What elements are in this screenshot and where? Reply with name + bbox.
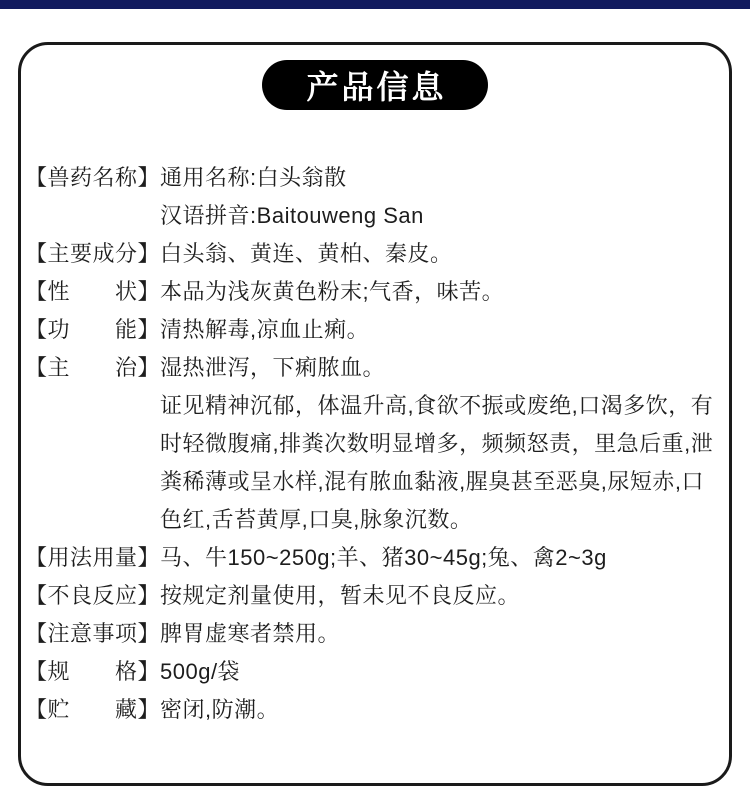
- bracket-open: 【: [25, 317, 48, 342]
- field-value-line: 按规定剂量使用，暂未见不良反应。: [160, 583, 521, 608]
- bracket-close: 】: [137, 165, 161, 190]
- row-indications: [25, 349, 723, 539]
- row-precautions: [25, 615, 723, 653]
- field-label: [25, 577, 160, 615]
- field-value: [160, 539, 723, 577]
- bracket-open: 【: [25, 241, 48, 266]
- bracket-open: 【: [25, 355, 48, 380]
- field-value-line: 证见精神沉郁，体温升高,食欲不振或废绝,口渴多饮，有时轻微腹痛,排粪次数明显增多，频频怒责，里急后重,泄粪稀薄或呈水样,混有脓血黏液,腥臭甚至恶臭,尿短赤,口色红,舌苔黄厚,口臭,脉象沉数。: [160, 393, 714, 532]
- row-storage: [25, 691, 723, 729]
- top-accent-bar: [0, 0, 750, 9]
- field-label: [25, 691, 160, 729]
- field-label-text: 性 状: [47, 279, 138, 304]
- section-title: 产品信息: [306, 69, 447, 105]
- field-value: [160, 311, 723, 349]
- bracket-open: 【: [25, 697, 48, 722]
- product-info-panel: [18, 42, 732, 786]
- field-label-text: 贮 藏: [47, 697, 138, 722]
- field-label-text: 主 治: [47, 355, 138, 380]
- field-value-line: 湿热泄泻，下痢脓血。: [160, 355, 386, 380]
- field-label: [25, 615, 160, 653]
- field-label-text: 兽药名称: [47, 165, 138, 190]
- bracket-open: 【: [25, 621, 48, 646]
- bracket-close: 】: [137, 241, 161, 266]
- field-value-line: 通用名称:白头翁散: [160, 165, 347, 190]
- bracket-close: 】: [137, 279, 160, 304]
- row-drug-name: [25, 159, 723, 235]
- bracket-open: 【: [25, 545, 48, 570]
- field-value: [160, 273, 723, 311]
- field-value-line: 500g/袋: [160, 659, 241, 684]
- row-characters: [25, 273, 723, 311]
- bracket-close: 】: [137, 317, 160, 342]
- bracket-close: 】: [137, 621, 161, 646]
- row-function: [25, 311, 723, 349]
- bracket-close: 】: [137, 545, 161, 570]
- bracket-close: 】: [137, 659, 160, 684]
- field-label: [25, 539, 160, 577]
- field-label-text: 用法用量: [47, 545, 138, 570]
- field-label: [25, 235, 160, 273]
- field-label-text: 主要成分: [47, 241, 138, 266]
- field-label-text: 功 能: [47, 317, 138, 342]
- field-value: [160, 577, 723, 615]
- field-value-line: 马、牛150~250g;羊、猪30~45g;兔、禽2~3g: [160, 545, 607, 570]
- field-value: [160, 615, 723, 653]
- field-value-line: 密闭,防潮。: [160, 697, 280, 722]
- field-value: [160, 691, 723, 729]
- row-ingredients: [25, 235, 723, 273]
- field-value-line: 汉语拼音:Baitouweng San: [160, 203, 424, 228]
- row-specification: [25, 653, 723, 691]
- row-adverse-reactions: [25, 577, 723, 615]
- field-label: [25, 349, 160, 387]
- field-value-line: 清热解毒,凉血止痢。: [160, 317, 370, 342]
- field-value: [160, 235, 723, 273]
- bracket-close: 】: [137, 583, 161, 608]
- field-value: [160, 653, 723, 691]
- field-label-text: 规 格: [47, 659, 138, 684]
- row-dosage: [25, 539, 723, 577]
- field-value: [160, 349, 723, 539]
- field-value: [160, 159, 723, 235]
- section-title-badge: [262, 60, 488, 110]
- field-label-text: 不良反应: [47, 583, 138, 608]
- bracket-close: 】: [137, 697, 160, 722]
- bracket-close: 】: [137, 355, 160, 380]
- info-rows: [21, 159, 729, 729]
- field-value-line: 脾胃虚寒者禁用。: [160, 621, 341, 646]
- field-value-line: 白头翁、黄连、黄柏、秦皮。: [160, 241, 453, 266]
- bracket-open: 【: [25, 659, 48, 684]
- bracket-open: 【: [25, 279, 48, 304]
- field-label: [25, 273, 160, 311]
- bracket-open: 【: [25, 165, 48, 190]
- field-label: [25, 653, 160, 691]
- bracket-open: 【: [25, 583, 48, 608]
- field-label: [25, 159, 160, 197]
- field-value-line: 本品为浅灰黄色粉末;气香，味苦。: [160, 279, 505, 304]
- field-label-text: 注意事项: [47, 621, 138, 646]
- field-label: [25, 311, 160, 349]
